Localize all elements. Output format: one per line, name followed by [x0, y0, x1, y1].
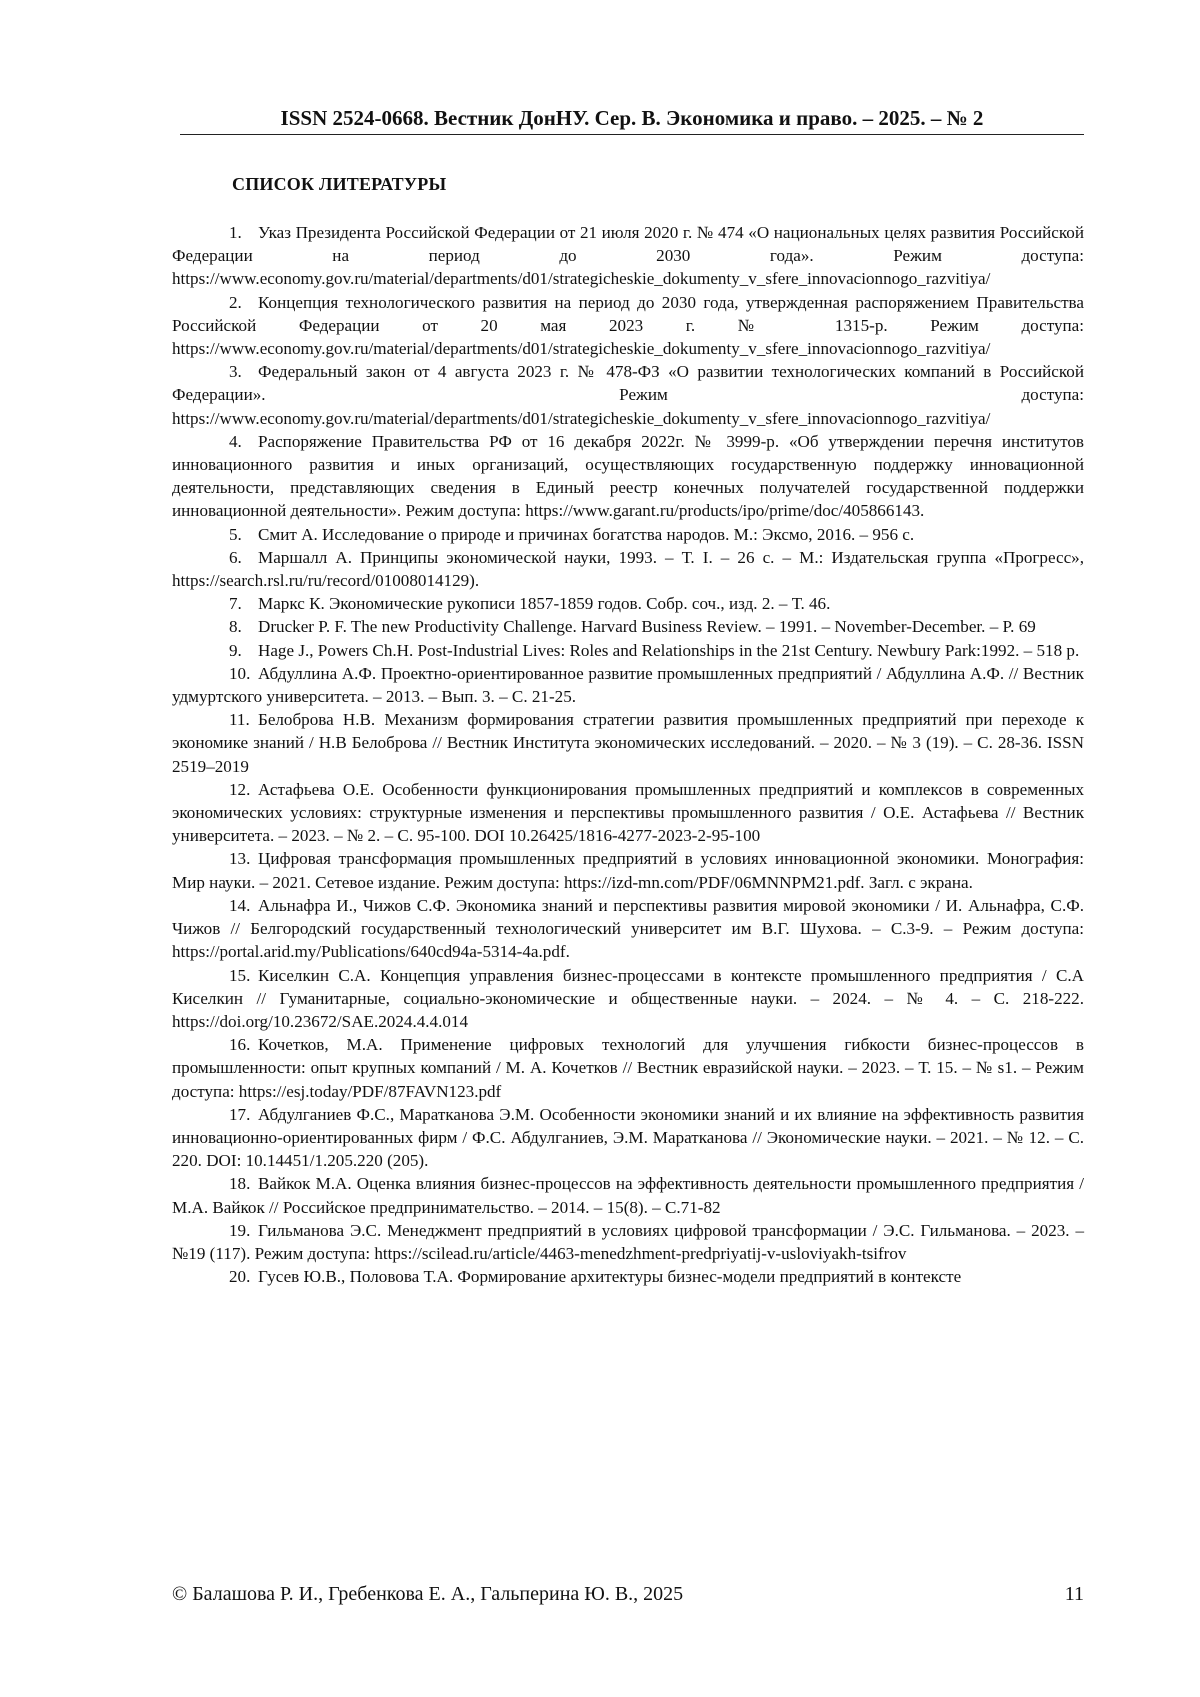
reference-text: Белоброва Н.В. Механизм формирования стратегии развития промышленных предприятий при переходе к экономике знаний / Н.В Белоброва // Вестник Института экономических исследований. – 2020. – № 3 (19). – С. 28-36. ISSN 2519–2019	[172, 710, 1084, 776]
reference-text: Цифровая трансформация промышленных предприятий в условиях инновационной экономики. Монография: Мир науки. – 2021. Сетевое издание. Режим доступа: https://izd-mn.com/PDF/06MNNPM21.pdf. Загл. с экрана.	[172, 849, 1084, 892]
reference-item	[172, 1265, 1084, 1288]
reference-number: 4.	[229, 431, 242, 451]
reference-text: Киселкин С.А. Концепция управления бизнес-процессами в контексте промышленного предприятия / С.А Киселкин // Гуманитарные, социально-экономические и общественные науки. – 2024. – № 4. – С. 218-222. https://doi.org/10.23672/SAE.2024.4.4.014	[172, 965, 1084, 1031]
reference-item	[172, 546, 1084, 592]
reference-text: Указ Президента Российской Федерации от 21 июля 2020 г. № 474 «О национальных целях развития Российской Федерации на период до 2030 года». Режим доступа: https://www.economy.gov.ru/material/departments/d01/strategicheskie_dokumenty_v_sfere_innovacionnogo_razvitiya/	[172, 223, 1084, 289]
reference-number: 20.	[229, 1267, 251, 1287]
reference-item	[172, 1033, 1084, 1103]
reference-text: Маршалл А. Принципы экономической науки, 1993. – Т. I. – 26 с. – М.: Издательская группа «Прогресс», https://search.rsl.ru/ru/record/01008014129).	[172, 547, 1084, 591]
reference-text: Абдулганиев Ф.С., Маратканова Э.М. Особенности экономики знаний и их влияние на эффективность развития инновационно-ориентированных фирм / Ф.С. Абдулганиев, Э.М. Маратканова // Экономические науки. – 2021. – № 12. – С. 220. DOI: 10.14451/1.205.220 (205).	[172, 1104, 1084, 1171]
running-header: ISSN 2524-0668. Вестник ДонНУ. Сер. В. Экономика и право. – 2025. – № 2	[280, 106, 984, 130]
reference-item	[172, 1103, 1084, 1173]
reference-item	[172, 592, 1084, 615]
reference-text: Федеральный закон от 4 августа 2023 г. № 478-ФЗ «О развитии технологических компаний в Российской Федерации». Режим доступа: https://www.economy.gov.ru/material/departments/d01/strategicheskie_dokumenty_v_sfere_innovacionnogo_razvitiya/	[172, 362, 1084, 428]
reference-number: 19.	[229, 1220, 251, 1240]
reference-text: Кочетков, М.А. Применение цифровых технологий для улучшения гибкости бизнес-процессов в промышленности: опыт крупных компаний / М. А. Кочетков // Вестник евразийской науки. – 2023. – Т. 15. – № s1. – Режим доступа: https://esj.today/PDF/87FAVN123.pdf	[172, 1035, 1084, 1101]
reference-item	[172, 639, 1084, 662]
reference-list	[172, 221, 1084, 1288]
reference-item	[172, 360, 1084, 430]
reference-text: Маркс К. Экономические рукописи 1857-1859 годов. Собр. соч., изд. 2. – Т. 46.	[258, 594, 831, 614]
reference-number: 17.	[229, 1104, 251, 1124]
reference-number: 12.	[229, 779, 251, 799]
reference-number: 1.	[229, 223, 242, 242]
reference-item	[172, 1219, 1084, 1265]
reference-item	[172, 964, 1084, 1034]
reference-number: 8.	[229, 617, 242, 637]
reference-item	[172, 662, 1084, 708]
page-number: 11	[1064, 1583, 1084, 1605]
reference-text: Распоряжение Правительства РФ от 16 декабря 2022г. № 3999-р. «Об утверждении перечня институтов инновационного развития и иных организаций, осуществляющих государственную поддержку инновационной деятельности, представляющих сведения в Единый реестр конечных получателей государственной поддержки инновационной деятельности». Режим доступа: https://www.garant.ru/products/ipo/prime/doc/405866143.	[172, 431, 1084, 521]
reference-number: 2.	[229, 292, 242, 312]
reference-number: 7.	[229, 594, 242, 614]
reference-text: Hage J., Powers Ch.H. Post-Industrial Lives: Roles and Relationships in the 21st Century. Newbury Park:1992. – 518 p.	[258, 640, 1080, 660]
reference-number: 6.	[229, 547, 242, 567]
reference-item	[172, 1172, 1084, 1218]
reference-number: 3.	[229, 362, 242, 382]
reference-number: 9.	[229, 640, 242, 660]
reference-item	[172, 523, 1084, 546]
reference-number: 18.	[229, 1174, 251, 1194]
reference-item	[172, 708, 1084, 778]
reference-item	[172, 430, 1084, 523]
reference-text: Гусев Ю.В., Половова Т.А. Формирование архитектуры бизнес-модели предприятий в контексте	[258, 1267, 962, 1287]
header-rule	[180, 134, 1084, 135]
reference-item	[172, 615, 1084, 638]
reference-number: 10.	[229, 663, 251, 683]
reference-text: Drucker P. F. The new Productivity Challenge. Harvard Business Review. – 1991. – November-December. – P. 69	[258, 617, 1036, 637]
reference-number: 5.	[229, 524, 242, 544]
reference-number: 14.	[229, 895, 251, 915]
reference-item	[172, 894, 1084, 964]
reference-number: 13.	[229, 849, 251, 869]
reference-text: Гильманова Э.С. Менеджмент предприятий в условиях цифровой трансформации / Э.С. Гильманова. – 2023. – №19 (117). Режим доступа: https://scilead.ru/article/4463-menedzhment-predpriyatij-v-usloviyakh-tsifrov	[172, 1220, 1084, 1263]
reference-number: 11.	[229, 710, 250, 730]
reference-text: Смит А. Исследование о природе и причинах богатства народов. М.: Эксмо, 2016. – 956 с.	[258, 524, 915, 544]
reference-text: Астафьева О.Е. Особенности функционирования промышленных предприятий и комплексов в современных экономических условиях: структурные изменения и перспективы промышленного развития / О.Е. Астафьева // Вестник университета. – 2023. – № 2. – С. 95-100. DOI 10.26425/1816-4277-2023-2-95-100	[172, 779, 1084, 846]
reference-text: Абдуллина А.Ф. Проектно-ориентированное развитие промышленных предприятий / Абдуллина А.Ф. // Вестник удмуртского университета. – 2013. – Вып. 3. – С. 21-25.	[172, 663, 1084, 707]
section-title: СПИСОК ЛИТЕРАТУРЫ	[232, 174, 447, 194]
reference-text: Альнафра И., Чижов С.Ф. Экономика знаний и перспективы развития мировой экономики / И. Альнафра, С.Ф. Чижов // Белгородский государственный технологический университет им В.Г. Шухова. – С.3-9. – Режим доступа: https://portal.arid.my/Publications/640cd94a-5314-4a.pdf.	[172, 895, 1084, 962]
reference-item	[172, 221, 1084, 291]
reference-number: 16.	[229, 1035, 251, 1055]
reference-text: Концепция технологического развития на период до 2030 года, утвержденная распоряжением Правительства Российской Федерации от 20 мая 2023 г. № 1315-р. Режим доступа: https://www.economy.gov.ru/material/departments/d01/strategicheskie_dokumenty_v_sfere_innovacionnogo_razvitiya/	[172, 292, 1084, 359]
reference-number: 15.	[229, 965, 251, 985]
reference-item	[172, 847, 1084, 893]
copyright-footer: © Балашова Р. И., Гребенкова Е. А., Гальперина Ю. В., 2025	[172, 1583, 684, 1605]
reference-text: Вайкок М.А. Оценка влияния бизнес-процессов на эффективность деятельности промышленного предприятия / М.А. Вайкок // Российское предпринимательство. – 2014. – 15(8). – С.71-82	[172, 1174, 1084, 1217]
reference-item	[172, 778, 1084, 848]
reference-item	[172, 291, 1084, 361]
